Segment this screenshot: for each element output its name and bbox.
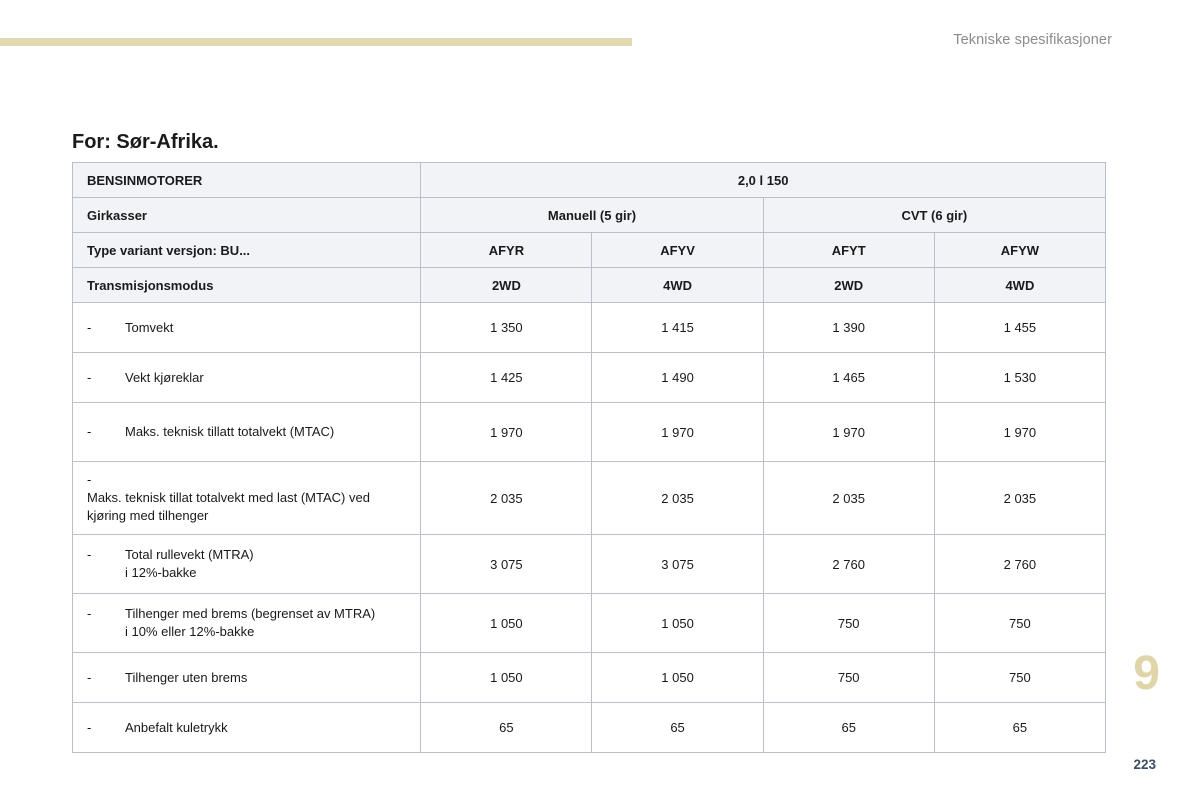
row-dash: - [87,669,92,685]
row-label-text: Maks. teknisk tillatt totalvekt (MTAC) [125,424,335,440]
row-value-cell: 2 035 [763,462,934,535]
row-value-cell: 1 465 [763,353,934,403]
row-label-text: Maks. teknisk tillat totalvekt med last (MTAC) ved kjøring med tilhenger [87,490,370,523]
variant-value: AFYV [592,233,763,268]
row-value-cell: 1 050 [421,653,592,703]
row-value-cell: 750 [934,594,1105,653]
table-row-variant [73,233,1106,268]
chapter-number-badge: 9 [1133,647,1160,700]
table-row [73,462,1106,535]
engine-label: BENSINMOTORER [73,163,421,198]
row-dash: - [87,547,92,563]
row-value-cell: 2 760 [934,535,1105,594]
row-label-cell [73,703,421,753]
row-dash: - [87,472,92,488]
row-label-cell [73,353,421,403]
table-row [73,653,1106,703]
transmission-value: 4WD [934,268,1105,303]
row-value-cell: 2 035 [934,462,1105,535]
row-value-cell: 1 050 [592,594,763,653]
row-dash: - [87,369,92,385]
table-row-transmission [73,268,1106,303]
row-label-text: Tilhenger med brems (begrenset av MTRA) i 10% eller 12%-bakke [125,606,376,639]
row-dash: - [87,424,92,440]
row-value-cell: 2 760 [763,535,934,594]
variant-label: Type variant versjon: BU... [73,233,421,268]
row-value-cell: 65 [421,703,592,753]
table-row-gearbox [73,198,1106,233]
table-row-engine [73,163,1106,198]
row-value-cell: 2 035 [592,462,763,535]
table-row [73,594,1106,653]
row-value-cell: 1 455 [934,303,1105,353]
row-label-text: Total rullevekt (MTRA) i 12%-bakke [125,547,254,580]
row-value-cell: 3 075 [421,535,592,594]
table-row [73,535,1106,594]
row-value-cell: 1 050 [592,653,763,703]
row-label-cell [73,653,421,703]
row-value-cell: 1 970 [421,403,592,462]
row-label-cell [73,594,421,653]
row-value-cell: 1 970 [763,403,934,462]
row-value-cell: 750 [763,594,934,653]
row-label-cell [73,403,421,462]
page-number: 223 [1133,757,1156,772]
specifications-table-container [72,162,1106,753]
engine-value: 2,0 l 150 [421,163,1106,198]
page-title: For: Sør-Afrika. [72,131,219,154]
variant-value: AFYW [934,233,1105,268]
specifications-table [72,162,1106,753]
row-value-cell: 1 050 [421,594,592,653]
row-value-cell: 750 [763,653,934,703]
table-row [73,703,1106,753]
header-accent-bar [0,38,632,46]
table-row [73,353,1106,403]
row-value-cell: 750 [934,653,1105,703]
table-row [73,403,1106,462]
row-value-cell: 1 490 [592,353,763,403]
row-label-text: Vekt kjøreklar [125,369,204,385]
row-value-cell: 3 075 [592,535,763,594]
row-label-cell [73,303,421,353]
header-section-title: Tekniske spesifikasjoner [953,32,1112,48]
row-label-text: Tomvekt [125,319,174,335]
variant-value: AFYT [763,233,934,268]
transmission-value: 4WD [592,268,763,303]
row-dash: - [87,319,92,335]
row-label-cell [73,535,421,594]
row-label-text: Anbefalt kuletrykk [125,719,228,735]
transmission-value: 2WD [421,268,592,303]
row-value-cell: 65 [592,703,763,753]
row-dash: - [87,606,92,622]
row-label-text: Tilhenger uten brems [125,669,248,685]
gearbox-value: CVT (6 gir) [763,198,1105,233]
row-value-cell: 1 390 [763,303,934,353]
row-value-cell: 1 415 [592,303,763,353]
gearbox-value: Manuell (5 gir) [421,198,763,233]
row-value-cell: 1 970 [934,403,1105,462]
variant-value: AFYR [421,233,592,268]
row-value-cell: 65 [763,703,934,753]
row-value-cell: 2 035 [421,462,592,535]
transmission-value: 2WD [763,268,934,303]
row-value-cell: 1 970 [592,403,763,462]
row-value-cell: 1 350 [421,303,592,353]
row-value-cell: 1 530 [934,353,1105,403]
table-row [73,303,1106,353]
row-value-cell: 1 425 [421,353,592,403]
row-value-cell: 65 [934,703,1105,753]
gearbox-label: Girkasser [73,198,421,233]
row-dash: - [87,719,92,735]
transmission-label: Transmisjonsmodus [73,268,421,303]
row-label-cell [73,462,421,535]
